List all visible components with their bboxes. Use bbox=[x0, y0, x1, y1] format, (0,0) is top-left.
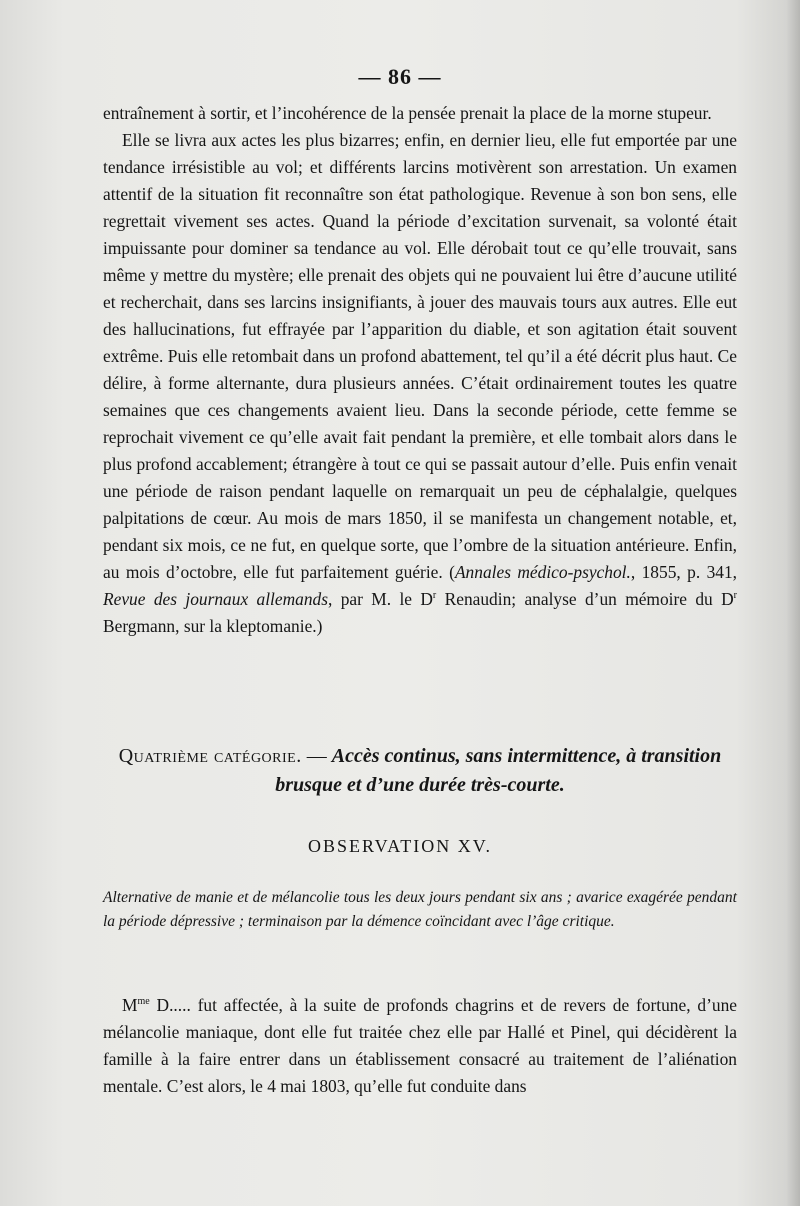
observation-summary: Alternative de manie et de mélancolie tous les deux jours pendant six ans ; avarice exagérée pendant la période dépressive ; terminaison par la démence coïncidant avec l’âge critique. bbox=[103, 889, 737, 930]
page-number: — 86 — bbox=[358, 64, 442, 89]
honorific-prefix: M bbox=[122, 995, 138, 1015]
citation-review: Revue des journaux allemands bbox=[103, 589, 329, 609]
honorific-superscript: me bbox=[137, 996, 150, 1008]
page-edge-shadow bbox=[786, 0, 800, 1206]
citation-journal: Annales médico-psychol. bbox=[454, 562, 631, 582]
citation-analysis: Renaudin; analyse d’un mémoire du D bbox=[436, 589, 734, 609]
paragraph-case-start bbox=[103, 992, 737, 1100]
category-title: Accès continus, sans intermittence, à transition brusque et d’une durée très-courte. bbox=[275, 745, 722, 796]
body-text-bottom bbox=[103, 992, 737, 1100]
category-label: Quatrième catégorie. bbox=[118, 745, 302, 767]
citation-page: , 1855, p. 341, bbox=[630, 562, 738, 582]
category-heading bbox=[103, 742, 737, 800]
observation-title: OBSERVATION XV. bbox=[308, 836, 492, 856]
citation-superscript-1: r bbox=[432, 590, 437, 602]
citation-superscript-2: r bbox=[733, 590, 738, 602]
citation-open: ( bbox=[442, 562, 455, 582]
category-dash: — bbox=[301, 745, 332, 767]
case-description-text: Elle se livra aux actes les plus bizarres; enfin, en dernier lieu, elle fut emportée par une tendance irrésistible au vol; et différents larcins motivèrent son arrestation. Un examen attentif de la situation fit reconnaître son état pathologique. Revenue à son bon sens, elle regrettait vivement ses actes. Quand la période d’excitation survenait, sa volonté était impuissante pour dominer sa tendance au vol. Elle dérobait tout ce qu’elle trouvait, sans même y mettre du mystère; elle prenait des objets qui ne pouvaient lui être d’aucune utilité et recherchait, dans ses larcins insignifiants, à jouer des mauvais tours aux autres. Elle eut des hallucinations, fut effrayée par l’apparition du diable, et son agitation était souvent extrême. Puis elle retombait dans un profond abattement, tel qu’il a été décrit plus haut. Ce délire, à forme alternante, dura plusieurs années. C’était ordinairement toutes les quatre semaines que ces changements avaient lieu. Dans la seconde période, cette femme se reprochait vivement ce qu’elle avait fait pendant la première, et elle tombait alors dans le plus profond accablement; étrangère à tout ce qui se passait autour d’elle. Puis enfin venait une période de raison pendant laquelle on remarquait un peu de céphalalgie, quelques palpitations de cœur. Au mois de mars 1850, il se manifesta un changement notable, et, pendant six mois, ce ne fut, en quelque sorte, que l’ombre de la situation antérieure. Enfin, au mois d’octobre, elle fut parfaitement guérie. bbox=[103, 130, 737, 582]
case-start-text: D..... fut affectée, à la suite de profonds chagrins et de revers de fortune, d’une mélancolie maniaque, dont elle fut traitée chez elle par Hallé et Pinel, qui décidèrent la famille à la faire entrer dans un établissement consacré au traitement de l’aliénation mentale. C’est alors, le 4 mai 1803, qu’elle fut conduite dans bbox=[103, 995, 737, 1096]
paragraph-continuation: entraînement à sortir, et l’incohérence de la pensée prenait la place de la morne stupeur. bbox=[103, 103, 712, 123]
paragraph-case-description bbox=[103, 127, 737, 640]
citation-author-prefix: , par M. le D bbox=[328, 589, 433, 609]
body-text-top bbox=[103, 100, 737, 640]
citation-close: Bergmann, sur la kleptomanie.) bbox=[103, 616, 323, 636]
